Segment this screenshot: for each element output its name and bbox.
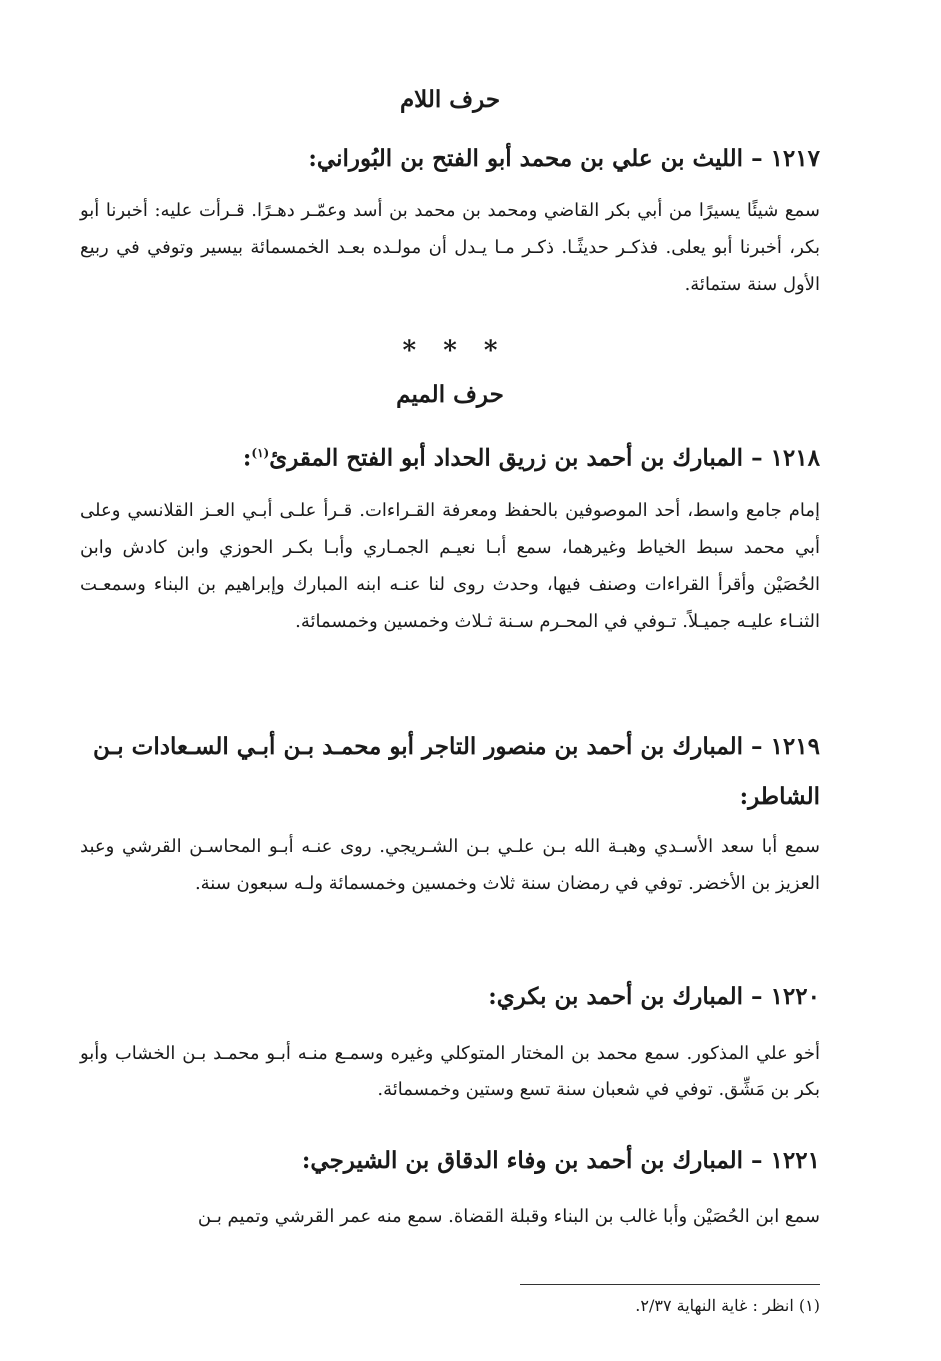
section-heading-lam: حرف اللام xyxy=(399,86,501,113)
section-separator: * * * xyxy=(402,336,498,366)
footnote: (١) انظر : غاية النهاية ٢/٣٧. xyxy=(635,1296,820,1315)
entry-body-1219: سمع أبا سعد الأسـدي وهبـة الله بـن علـي بـن الشـريجي. روى عنـه أبـو المحاسـن القرشي وعبد العزيز بن الأخضر. توفي في رمضان سنة ثلاث وخمسين وخمسمائة ولـه سبعون سنة. xyxy=(80,836,820,894)
entry-body-1220: أخو علي المذكور. سمع محمد بن المختار المتوكلي وغيره وسمـع منـه أبـو محمـد بـن الخشاب وأبو بكر بن مَشِّق. توفي في شعبان سنة تسع وستين وخمسمائة. xyxy=(80,1043,820,1100)
entry-body-1218: إمام جامع واسط، أحد الموصوفين بالحفظ ومعرفة القـراءات. قـرأ علـى أبـي العـز القلانسي وعلى أبي محمد سبط الخياط وغيرهما، سمع أبـا نعيـم الجمـاري وأبـا بكـر الحوزي وابن كادش وابن الحُصَيْن وأقرأ القراءات وصنف فيها، وحدث روى لنا عنـه ابنه المبارك وإبراهيم بن البناء وسمعـت الثنـاء عليـه جميـلاً. تـوفي في المحـرم سـنة ثـلاث وخمسين وخمسمائة. xyxy=(80,500,820,632)
entry-title-1221: ١٢٢١ – المبارك بن أحمد بن وفاء الدقاق بن الشيرجي: xyxy=(301,1147,820,1174)
footnote-divider xyxy=(520,1284,820,1285)
entry-title-1218 xyxy=(80,428,820,484)
entry-title-1217: ١٢١٧ – الليث بن علي بن محمد أبو الفتح بن البُوراني: xyxy=(308,145,820,172)
entry-body-1217: سمع شيئًا يسيرًا من أبي بكر القاضي ومحمد بن محمد بن أسد وعمّـر دهـرًا. قـرأت عليه: أخبرنا أبو بكر، أخبرنا أبو يعلى. فذكـر حديثًـا. ذكـر مـا يـدل أن مولـده بعـد الخمسمائة بيسير وتوفي في ربيع الأول سنة ستمائة. xyxy=(80,200,820,295)
entry-title-1218-text: ١٢١٨ – المبارك بن أحمد بن زريق الحداد أبو الفتح المقرئ xyxy=(269,444,820,472)
section-heading-mim: حرف الميم xyxy=(396,381,504,408)
entry-title-1218-colon: : xyxy=(242,444,252,472)
entry-title-1220: ١٢٢٠ – المبارك بن أحمد بن بكري: xyxy=(488,983,820,1010)
entry-title-1219: ١٢١٩ – المبارك بن أحمد بن منصور التاجر أبو محمـد بـن أبـي السـعادات بـن الشاطر: xyxy=(93,733,820,810)
entry-body-1221: سمع ابن الحُصَيْن وأبا غالب بن البناء وقبلة القضاة. سمع منه عمر القرشي وتميم بـن xyxy=(197,1206,820,1227)
footnote-ref-1: (١) xyxy=(251,446,270,460)
